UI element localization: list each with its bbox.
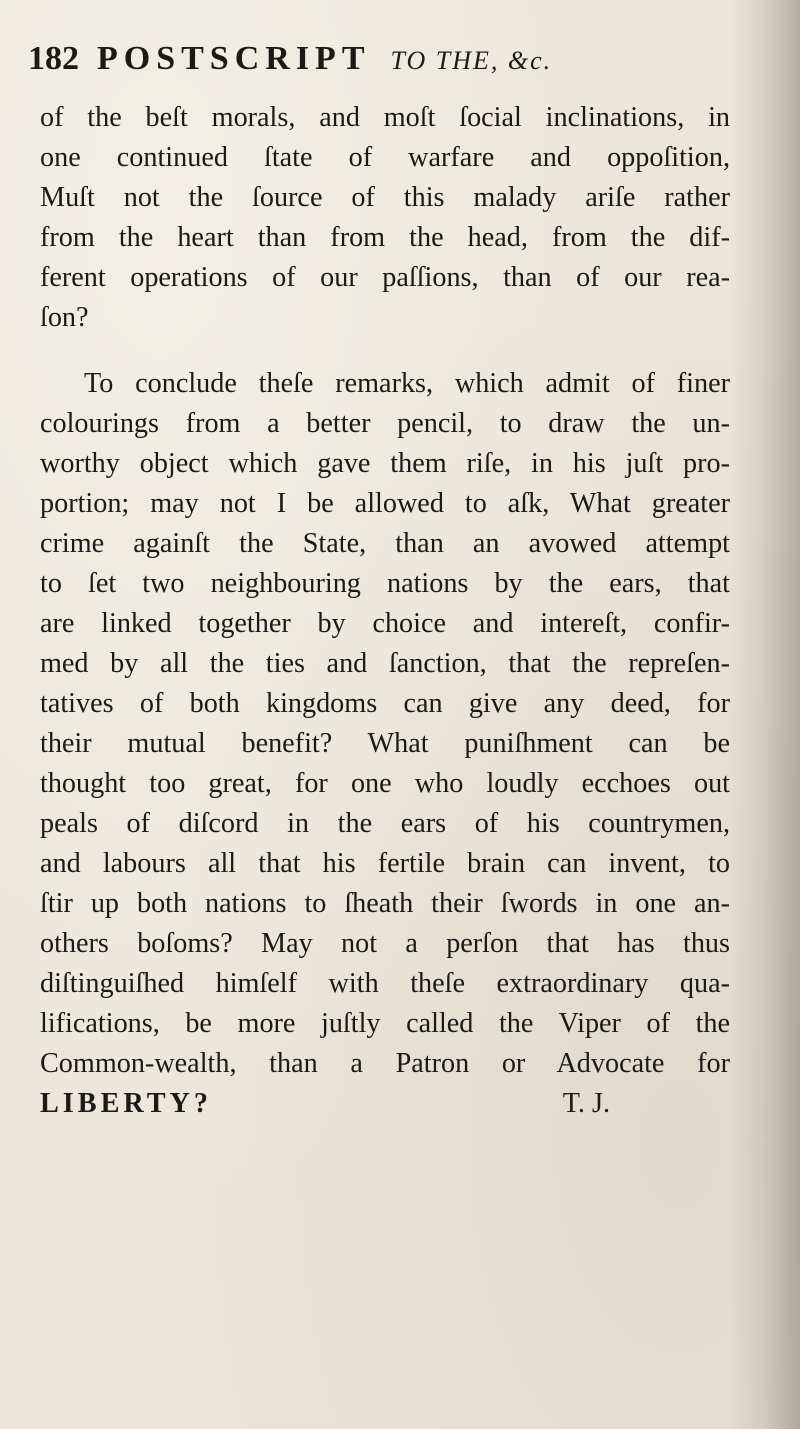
text-line: are linked together by choice and intereſt, confir- xyxy=(40,608,730,639)
text-line: diſtinguiſhed himſelf with theſe extraordinary qua- xyxy=(40,968,730,999)
text-line: med by all the ties and ſanction, that the repreſen- xyxy=(40,648,730,679)
text-line: lifications, be more juſtly called the Viper of the xyxy=(40,1008,730,1039)
text-line: worthy object which gave them riſe, in his juſt pro- xyxy=(40,448,730,479)
author-signature: T. J. xyxy=(562,1088,610,1119)
paragraph-gap xyxy=(40,338,730,364)
text-line: thought too great, for one who loudly ecchoes out xyxy=(40,768,730,799)
text-line: colourings from a better pencil, to draw the un- xyxy=(40,408,730,439)
text-line: their mutual benefit? What puniſhment can be xyxy=(40,728,730,759)
closing-word: LIBERTY? xyxy=(40,1088,212,1119)
page-gutter-shadow xyxy=(730,0,800,1429)
text-line: portion; may not I be allowed to aſk, What greater xyxy=(40,488,730,519)
paragraph-1 xyxy=(40,98,730,338)
text-line: To conclude theſe remarks, which admit of finer xyxy=(84,368,730,399)
text-line: peals of diſcord in the ears of his countrymen, xyxy=(40,808,730,839)
text-line: others boſoms? May not a perſon that has thus xyxy=(40,928,730,959)
closing-line xyxy=(40,1084,730,1124)
text-line: Muſt not the ſource of this malady ariſe rather xyxy=(40,182,730,213)
body-text xyxy=(40,98,730,1124)
page-number: 182 xyxy=(28,40,79,77)
text-line: from the heart than from the head, from the dif- xyxy=(40,222,730,253)
text-line: to ſet two neighbouring nations by the ears, that xyxy=(40,568,730,599)
text-line: ferent operations of our paſſions, than of our rea- xyxy=(40,262,730,293)
paragraph-2 xyxy=(40,364,730,1084)
running-head-title: POSTSCRIPT xyxy=(97,40,371,77)
running-head-subtitle: TO THE, &c. xyxy=(390,46,553,75)
text-line: ſon? xyxy=(40,302,89,333)
text-line: ſtir up both nations to ſheath their ſwords in one an- xyxy=(40,888,730,919)
text-line: tatives of both kingdoms can give any deed, for xyxy=(40,688,730,719)
text-line: crime againſt the State, than an avowed attempt xyxy=(40,528,730,559)
text-line: one continued ſtate of warfare and oppoſition, xyxy=(40,142,730,173)
running-head xyxy=(28,40,708,80)
text-line: and labours all that his fertile brain can invent, to xyxy=(40,848,730,879)
text-line: Common-wealth, than a Patron or Advocate for xyxy=(40,1048,730,1079)
text-line: of the beſt morals, and moſt ſocial inclinations, in xyxy=(40,102,730,133)
